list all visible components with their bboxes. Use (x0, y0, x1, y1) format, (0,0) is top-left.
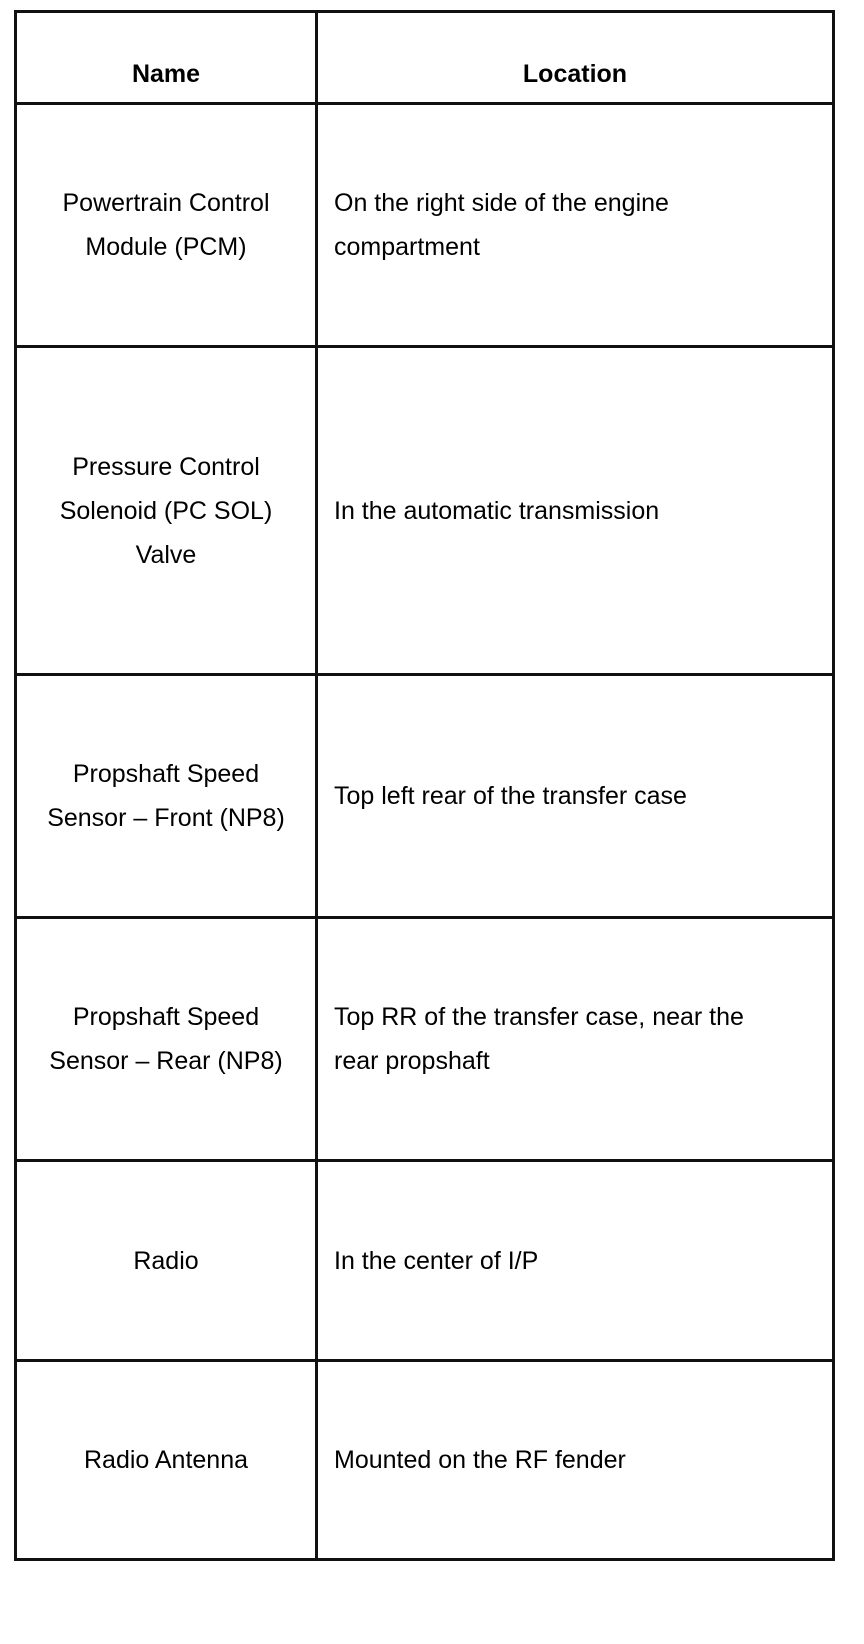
name-cell (16, 1161, 317, 1361)
component-location: In the center of I/P (334, 1246, 539, 1275)
name-cell (16, 675, 317, 918)
component-location: Top RR of the transfer case, near the rear propshaft (334, 1003, 744, 1075)
table-row (16, 104, 834, 347)
table-row (16, 675, 834, 918)
location-cell (317, 675, 834, 918)
name-cell (16, 104, 317, 347)
component-name: Propshaft Speed Sensor – Front (NP8) (47, 760, 285, 832)
location-cell (317, 104, 834, 347)
table-row (16, 918, 834, 1161)
component-location-table (14, 10, 835, 1561)
location-cell (317, 918, 834, 1161)
component-location: Top left rear of the transfer case (334, 782, 687, 810)
name-cell (16, 1361, 317, 1560)
component-name: Powertrain Control Module (PCM) (62, 189, 270, 261)
table-header-row (16, 12, 834, 104)
table-row (16, 347, 834, 675)
component-location: Mounted on the RF fender (334, 1446, 626, 1474)
table-row (16, 1361, 834, 1560)
column-header-name: Name (16, 12, 317, 104)
location-cell (317, 347, 834, 675)
name-cell (16, 347, 317, 675)
location-cell (317, 1361, 834, 1560)
table-row (16, 1161, 834, 1361)
component-name: Radio (133, 1246, 199, 1275)
component-name: Propshaft Speed Sensor – Rear (NP8) (49, 1003, 283, 1075)
component-name: Pressure Control Solenoid (PC SOL) Valve (59, 452, 273, 569)
column-header-location: Location (317, 12, 834, 104)
component-location: On the right side of the engine compartment (334, 189, 669, 261)
component-location: In the automatic transmission (334, 496, 660, 525)
location-cell (317, 1161, 834, 1361)
component-name: Radio Antenna (83, 1446, 249, 1474)
name-cell (16, 918, 317, 1161)
